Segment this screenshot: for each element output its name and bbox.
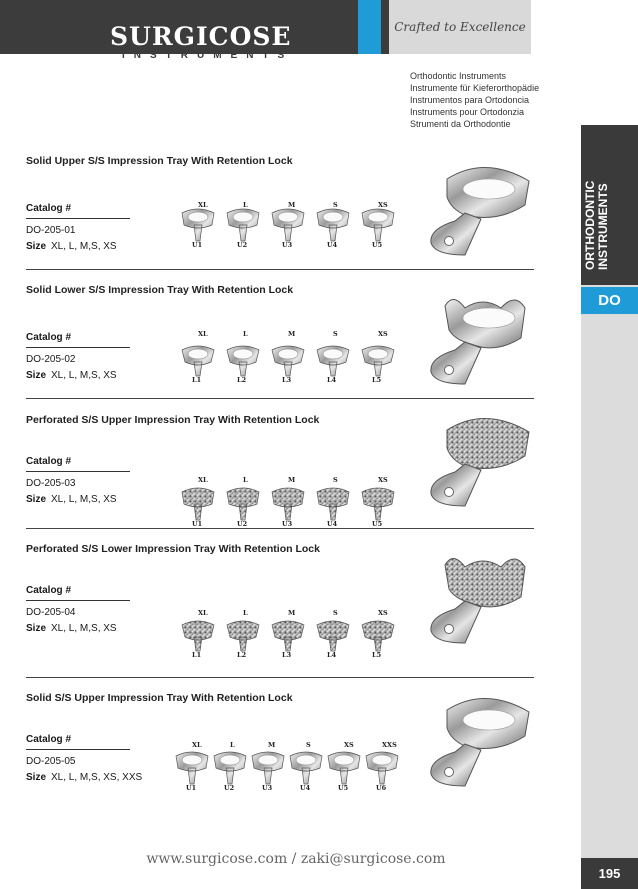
section-divider [26,398,534,399]
size-label: Size [26,623,47,634]
tray-thumbnail [362,748,402,786]
tray-size-label: L [243,330,248,338]
tray-size-label: L [230,741,235,749]
tray-size-label: XS [378,330,388,338]
product-title: Solid Upper S/S Impression Tray With Retention Lock [26,155,293,167]
tray-size-label: XXS [382,741,397,749]
tray-size-label: XL [198,330,208,338]
tray-model-label: L5 [372,651,382,659]
tray-thumbnail [358,205,398,243]
catalog-underline [26,347,130,348]
tray-large-image [425,159,540,259]
section-divider [26,269,534,270]
tray-size-label: L [243,201,248,209]
catalog-label: Catalog # [26,203,72,214]
tray-thumbnail [313,615,353,653]
tray-thumbnail [223,205,263,243]
tray-model-label: U2 [237,241,248,249]
tray-size-label: S [333,201,338,209]
tray-size-label: XS [378,609,388,617]
tray-size-label: XL [198,201,208,209]
tray-thumbnail [324,748,364,786]
tray-thumbnail [268,615,308,653]
tray-thumbnail [268,205,308,243]
tray-large-image [425,288,540,388]
tray-model-label: L3 [282,376,292,384]
section-divider [26,677,534,678]
tray-model-label: U3 [282,241,293,249]
size-label: Size [26,241,47,252]
size-values: XL, L, M,S, XS [51,494,117,505]
tray-thumbnail [313,484,353,522]
catalog-underline [26,600,130,601]
tray-thumbnail [178,340,218,378]
catalog-label: Catalog # [26,456,72,467]
brand-subtitle: INSTRUMENTS [122,50,294,61]
tray-model-label: U5 [372,520,383,528]
size-line [26,241,117,252]
language-item: Instrumentos para Ortodoncia [410,95,530,105]
tray-thumbnail [268,340,308,378]
tray-size-label: L [243,476,248,484]
section-divider [26,528,534,529]
tray-size-label: L [243,609,248,617]
tray-thumbnail [210,748,250,786]
tray-thumbnail [268,484,308,522]
size-label: Size [26,370,47,381]
size-values: XL, L, M,S, XS [51,370,117,381]
tagline: Crafted to Excellence [394,20,526,34]
tray-size-label: M [288,330,296,338]
catalog-label: Catalog # [26,585,72,596]
tray-model-label: U4 [327,520,338,528]
category-line-1: ORTHODONTIC [583,180,597,270]
tray-thumbnail [223,615,263,653]
language-item: Orthodontic Instruments [410,71,507,81]
catalog-number: DO-205-02 [26,354,76,365]
catalog-label: Catalog # [26,734,72,745]
language-item: Instruments pour Ortodonzia [410,107,525,117]
tray-thumbnail [358,340,398,378]
size-label: Size [26,772,47,783]
tray-thumbnail [223,484,263,522]
product-title: Perforated S/S Upper Impression Tray With Retention Lock [26,414,320,426]
tray-size-label: XL [198,609,208,617]
tray-model-label: U1 [186,784,197,792]
header-accent-dark [381,0,389,54]
language-item: Strumenti da Orthodontie [410,119,511,129]
tray-thumbnail [223,340,263,378]
catalog-underline [26,749,130,750]
tray-thumbnail [178,205,218,243]
catalog-number: DO-205-04 [26,607,76,618]
tray-thumbnail [172,748,212,786]
tray-thumbnail [286,748,326,786]
tray-size-label: M [288,609,296,617]
tray-size-label: XS [378,476,388,484]
product-section [0,543,580,693]
catalog-number: DO-205-01 [26,225,76,236]
catalog-underline [26,218,130,219]
tray-model-label: L5 [372,376,382,384]
category-line-2: INSTRUMENTS [596,183,610,270]
tray-large-image [425,547,540,647]
tray-model-label: L2 [237,376,247,384]
tray-model-label: U6 [376,784,387,792]
language-list [410,70,539,130]
size-line [26,370,117,381]
tray-model-label: L4 [327,651,337,659]
tray-model-label: U3 [282,520,293,528]
product-section [0,692,580,842]
tray-model-label: U4 [327,241,338,249]
tray-size-label: S [333,330,338,338]
tray-model-label: L1 [192,376,202,384]
catalog-label: Catalog # [26,332,72,343]
tray-size-label: M [288,476,296,484]
tray-model-label: U3 [262,784,273,792]
tagline-box [389,0,531,54]
language-item: Instrumente für Kieferorthopädie [410,83,540,93]
tray-model-label: U1 [192,241,203,249]
tray-thumbnail [313,340,353,378]
tray-thumbnail [358,615,398,653]
product-title: Solid S/S Upper Impression Tray With Retention Lock [26,692,293,704]
size-label: Size [26,494,47,505]
product-title: Perforated S/S Lower Impression Tray With Retention Lock [26,543,320,555]
tray-size-label: S [306,741,311,749]
product-title: Solid Lower S/S Impression Tray With Retention Lock [26,284,294,296]
catalog-number: DO-205-03 [26,478,76,489]
product-section [0,414,580,564]
tray-model-label: U4 [300,784,311,792]
tray-large-image [425,410,540,510]
tray-model-label: U5 [338,784,349,792]
footer-contact: www.surgicose.com / zaki@surgicose.com [146,851,446,867]
brand-logo: SURGICOSE [110,22,292,51]
size-line [26,623,117,634]
catalog-underline [26,471,130,472]
tray-thumbnail [178,615,218,653]
tray-large-image [425,690,540,790]
product-section [0,155,580,305]
header-accent-blue [358,0,381,54]
tray-model-label: L1 [192,651,202,659]
size-values: XL, L, M,S, XS, XXS [51,772,143,783]
tray-size-label: XS [378,201,388,209]
tray-thumbnail [248,748,288,786]
tray-size-label: S [333,476,338,484]
tray-size-label: S [333,609,338,617]
category-label [584,120,610,270]
tray-thumbnail [313,205,353,243]
tray-size-label: XS [344,741,354,749]
page-number: 195 [581,858,638,889]
tray-size-label: XL [198,476,208,484]
size-line [26,772,142,783]
tray-thumbnail [358,484,398,522]
tray-model-label: L2 [237,651,247,659]
tray-size-label: M [288,201,296,209]
tray-model-label: U2 [224,784,235,792]
category-code-badge: DO [581,287,638,314]
tray-model-label: U5 [372,241,383,249]
size-values: XL, L, M,S, XS [51,241,117,252]
tray-size-label: XL [192,741,202,749]
tray-model-label: U2 [237,520,248,528]
tray-model-label: U1 [192,520,203,528]
tray-size-label: M [268,741,276,749]
catalog-number: DO-205-05 [26,756,76,767]
tray-thumbnail [178,484,218,522]
size-values: XL, L, M,S, XS [51,623,117,634]
tray-model-label: L3 [282,651,292,659]
tray-model-label: L4 [327,376,337,384]
size-line [26,494,117,505]
